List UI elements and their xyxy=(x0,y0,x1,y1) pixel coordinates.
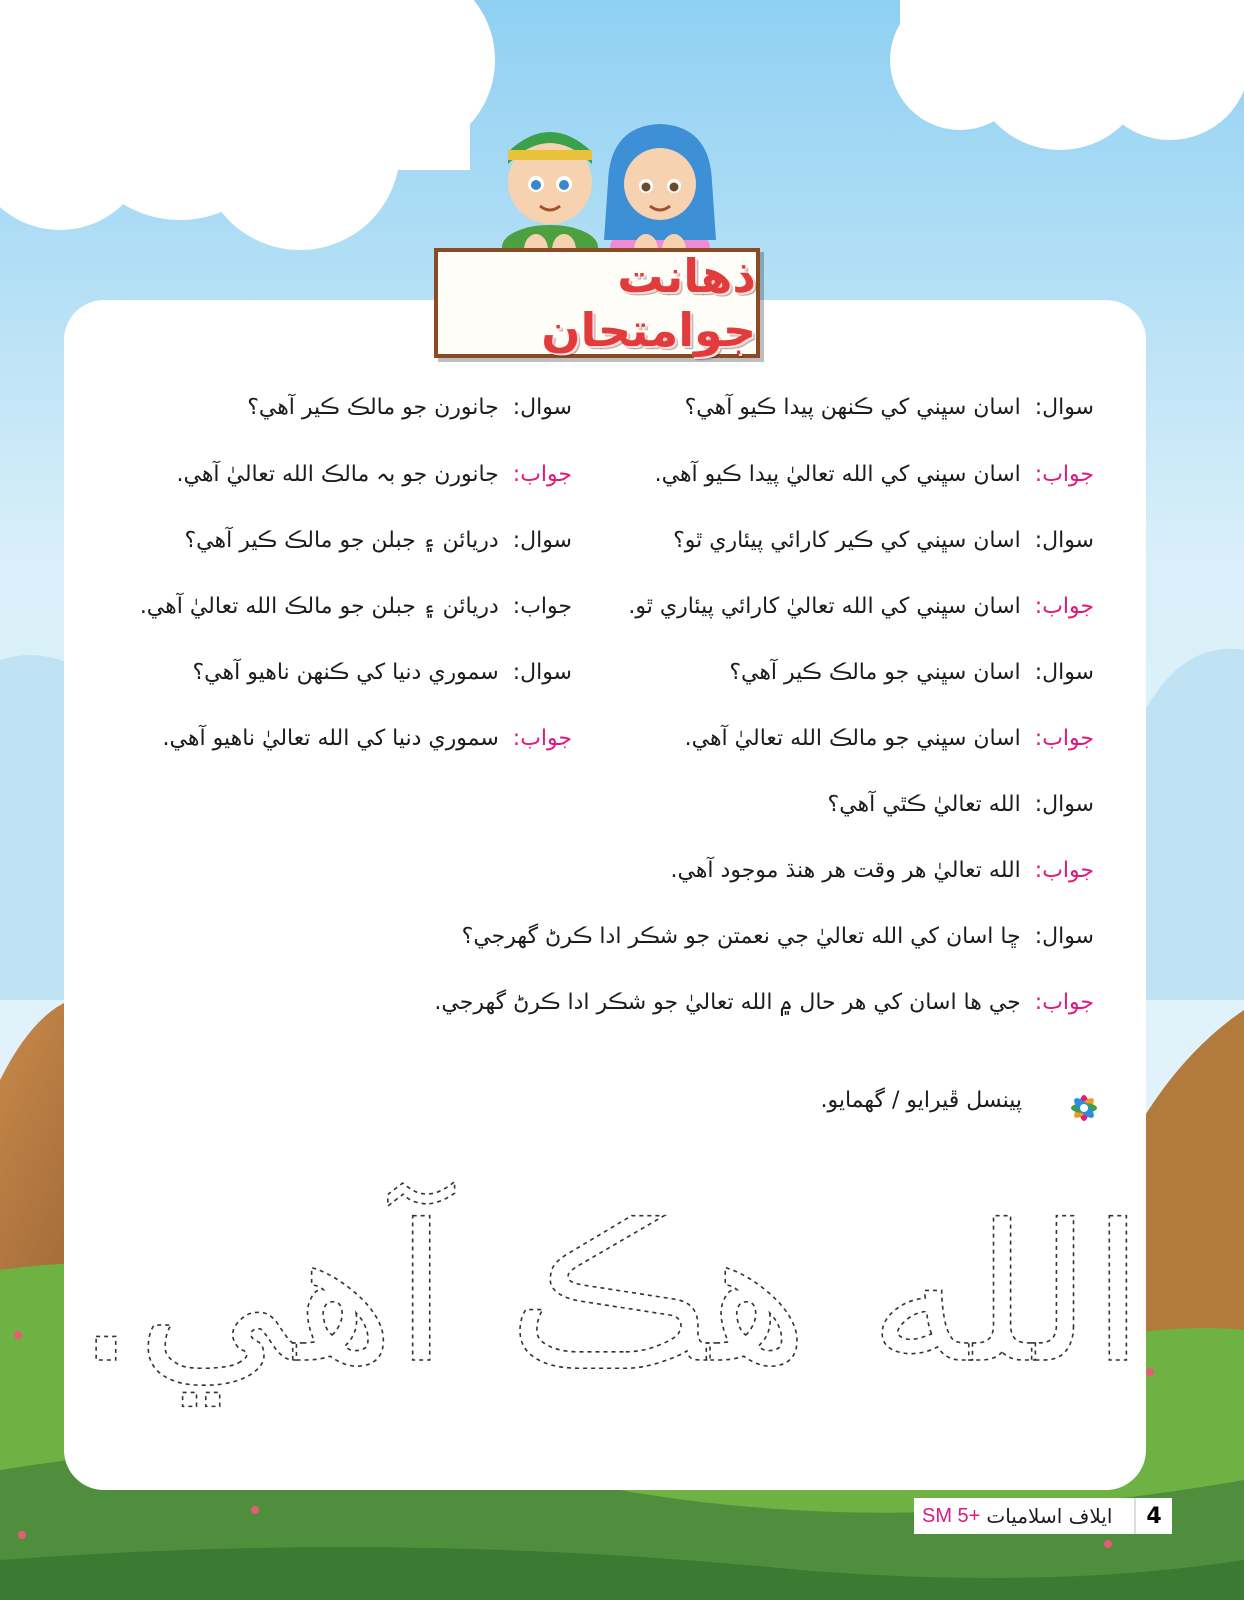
qa-left-answer-2 xyxy=(140,594,572,619)
answer-text: دريائن ۽ جبلن جو مالڪ الله تعاليٰ آهي. xyxy=(139,594,499,619)
answer-text: سموري دنيا کي الله تعاليٰ ناهيو آهي. xyxy=(162,726,499,751)
book-title: ايلاف اسلاميات xyxy=(986,1504,1113,1528)
tracing-instruction: پينسل ڦيرايو / گهمايو. xyxy=(820,1088,1022,1113)
question-label: سوال: xyxy=(512,528,572,553)
answer-text: اسان سڀني جو مالڪ الله تعاليٰ آهي. xyxy=(684,726,1021,751)
question-label: سوال: xyxy=(512,395,572,420)
question-text: دريائن ۽ جبلن جو مالڪ ڪير آهي؟ xyxy=(184,528,499,553)
qa-right-answer-3 xyxy=(685,726,1094,751)
question-label: سوال: xyxy=(1034,792,1094,817)
qa-right-question-3 xyxy=(729,660,1094,685)
question-text: اسان سڀني کي ڪنهن پيدا ڪيو آهي؟ xyxy=(684,395,1021,420)
question-label: سوال: xyxy=(1034,924,1094,949)
qa-right-answer-1 xyxy=(655,462,1094,487)
answer-text: اسان سڀني کي الله تعاليٰ پيدا ڪيو آهي. xyxy=(654,462,1021,487)
answer-label: جواب: xyxy=(1034,594,1094,619)
qa-right-answer-2 xyxy=(628,594,1094,619)
question-text: ڇا اسان کي الله تعاليٰ جي نعمتن جو شڪر ادا ڪرڻ گهرجي؟ xyxy=(461,924,1021,949)
qa-right-question-1 xyxy=(685,395,1094,420)
qa-right-answer-4 xyxy=(671,858,1095,883)
qa-left-question-2 xyxy=(185,528,573,553)
qa-left-question-3 xyxy=(193,660,573,685)
qa-left-answer-3 xyxy=(163,726,572,751)
flower-bullet-icon xyxy=(1064,1088,1104,1128)
qa-left-answer-1 xyxy=(176,462,572,487)
question-label: سوال: xyxy=(1034,395,1094,420)
qa-right-question-2 xyxy=(673,528,1094,553)
answer-text: اسان سڀني کي الله تعاليٰ کارائي پيئاري ٿو. xyxy=(628,594,1021,619)
answer-label: جواب: xyxy=(1034,726,1094,751)
question-text: اسان سڀني کي ڪير کارائي پيئاري ٿو؟ xyxy=(673,528,1021,553)
answer-label: جواب: xyxy=(512,594,572,619)
page-footer xyxy=(914,1498,1172,1534)
answer-label: جواب: xyxy=(512,726,572,751)
question-text: الله تعاليٰ ڪٿي آهي؟ xyxy=(827,792,1021,817)
title-board xyxy=(434,248,760,358)
dotted-tracing-exercise[interactable] xyxy=(75,1160,1145,1450)
question-label: سوال: xyxy=(1034,660,1094,685)
answer-label: جواب: xyxy=(1034,462,1094,487)
qa-left-question-1 xyxy=(247,395,572,420)
question-text: اسان سڀني جو مالڪ ڪير آهي؟ xyxy=(729,660,1021,685)
page-title: ذهانت جوامتحان xyxy=(541,249,756,357)
answer-label: جواب: xyxy=(1034,990,1094,1015)
answer-label: جواب: xyxy=(1034,858,1094,883)
question-label: سوال: xyxy=(512,660,572,685)
question-text: جانورن جو مالڪ ڪير آهي؟ xyxy=(247,395,499,420)
answer-text: جانورن جو بہ مالڪ الله تعاليٰ آهي. xyxy=(176,462,499,487)
answer-text: جي ها اسان کي هر حال ۾ الله تعاليٰ جو شڪر ادا ڪرڻ گهرجي. xyxy=(434,990,1021,1015)
qa-right-answer-5 xyxy=(434,990,1094,1015)
trace-text: الله هڪ آهي. xyxy=(75,1184,1145,1405)
title-board-wrapper xyxy=(434,248,768,366)
question-text: سموري دنيا کي ڪنهن ناهيو آهي؟ xyxy=(192,660,499,685)
children-praying-illustration xyxy=(488,112,724,262)
page-number: 4 xyxy=(1134,1498,1172,1534)
qa-right-question-4 xyxy=(828,792,1094,817)
answer-text: الله تعاليٰ هر وقت هر هنڌ موجود آهي. xyxy=(670,858,1021,883)
question-label: سوال: xyxy=(1034,528,1094,553)
answer-label: جواب: xyxy=(512,462,572,487)
series-label: SM 5+ xyxy=(922,1504,981,1527)
qa-right-question-5 xyxy=(462,924,1094,949)
